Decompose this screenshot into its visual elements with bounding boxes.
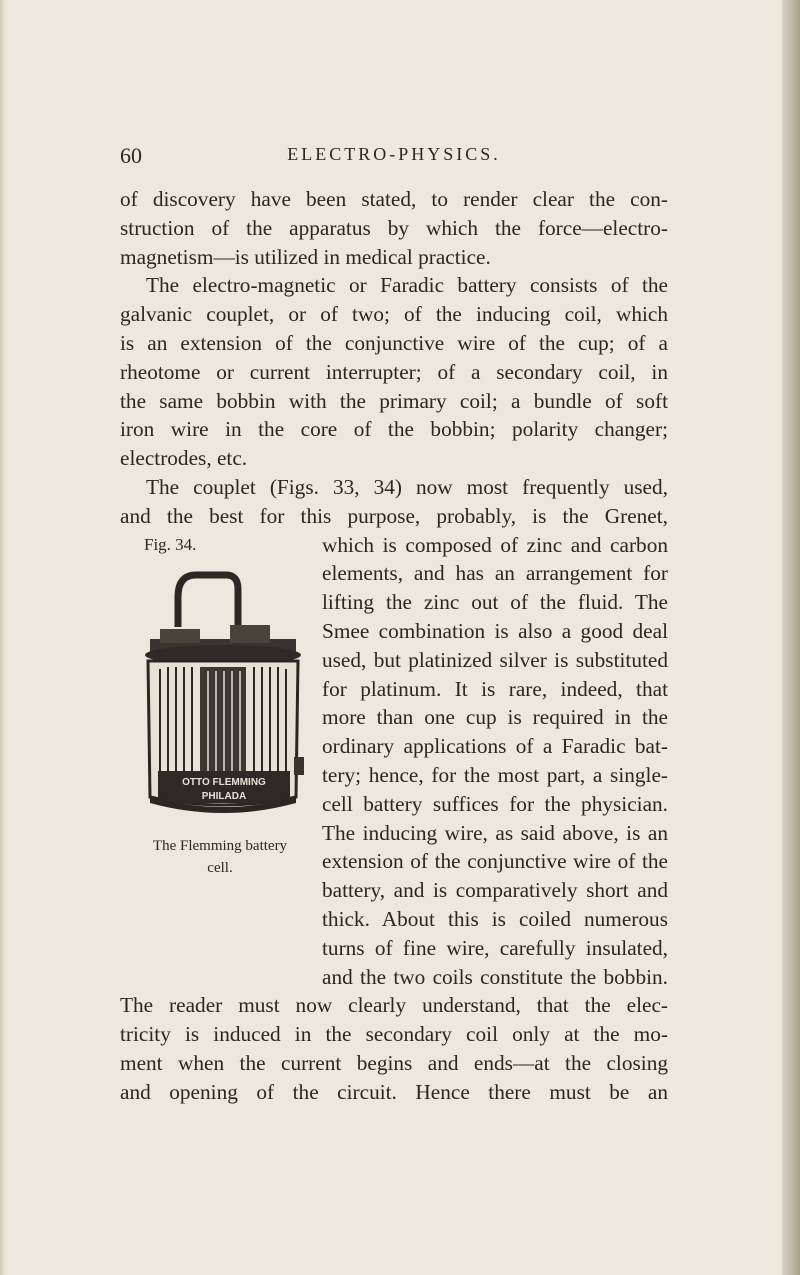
text-line: Smee combination is also a good deal bbox=[322, 618, 668, 643]
text-line: and the two coils constitute the bobbin. bbox=[322, 964, 668, 989]
text-line: lifting the zinc out of the fluid. The bbox=[322, 590, 668, 615]
text-line: rheotome or current interrupter; of a secondary coil, in bbox=[120, 359, 668, 384]
text-line: tricity is induced in the secondary coil only at the mo- bbox=[120, 1022, 668, 1047]
plate-text-city: PHILADA bbox=[201, 791, 247, 802]
text-line: of discovery have been stated, to render clear the con- bbox=[120, 187, 668, 211]
text-line: tery; hence, for the most part, a single- bbox=[322, 762, 668, 787]
text-line: The electro-magnetic or Faradic battery consists of the bbox=[146, 273, 668, 298]
figure-caption-line: cell. bbox=[207, 860, 233, 876]
text-line: cell battery suffices for the physician. bbox=[322, 791, 668, 816]
plate-text-maker: OTTO FLEMMING bbox=[182, 777, 266, 788]
text-line: extension of the conjunctive wire of the bbox=[322, 849, 668, 874]
text-line: which is composed of zinc and carbon bbox=[322, 532, 668, 557]
text-line: and opening of the circuit. Hence there must be an bbox=[120, 1079, 668, 1104]
text-line: magnetism—is utilized in medical practice. bbox=[120, 244, 491, 269]
text-line: struction of the apparatus by which the force—electro- bbox=[120, 215, 668, 240]
figure-caption bbox=[120, 835, 320, 879]
text-line: for platinum. It is rare, indeed, that bbox=[322, 676, 668, 701]
text-line: elements, and has an arrangement for bbox=[322, 561, 668, 586]
text-line: The reader must now clearly understand, that the elec- bbox=[120, 993, 668, 1018]
page-right-edge bbox=[782, 0, 800, 1275]
text-line: thick. About this is coiled numerous bbox=[322, 906, 668, 931]
text-line: is an extension of the conjunctive wire of the cup; of a bbox=[120, 330, 668, 355]
text-line: turns of fine wire, carefully insulated, bbox=[322, 935, 668, 960]
text-line: more than one cup is required in the bbox=[322, 705, 668, 730]
figure-caption-line: The Flemming battery bbox=[152, 838, 288, 854]
text-line: the same bobbin with the primary coil; a bundle of soft bbox=[120, 388, 668, 413]
text-line: and the best for this purpose, probably, is the Grenet, bbox=[120, 503, 668, 528]
text-line: electrodes, etc. bbox=[120, 446, 248, 471]
text-line: The inducing wire, as said above, is an bbox=[322, 820, 668, 845]
page-left-edge bbox=[0, 0, 6, 1275]
page-header bbox=[120, 143, 680, 173]
text-line: galvanic couplet, or of two; of the inducing coil, which bbox=[120, 302, 668, 327]
text-line: ordinary applications of a Faradic bat- bbox=[322, 734, 668, 759]
text-line: ment when the current begins and ends—at the closing bbox=[120, 1050, 668, 1075]
figure-34 bbox=[120, 535, 320, 876]
figure-label: Fig. 34. bbox=[144, 535, 197, 554]
running-title: ELECTRO-PHYSICS. bbox=[287, 144, 501, 164]
text-line: used, but platinized silver is substituted bbox=[322, 647, 668, 672]
text-line: iron wire in the core of the bobbin; polarity changer; bbox=[120, 417, 668, 442]
page-number: 60 bbox=[120, 143, 142, 168]
battery-cell-illustration bbox=[130, 557, 310, 829]
text-line: The couplet (Figs. 33, 34) now most frequently used, bbox=[146, 474, 668, 499]
text-line: battery, and is comparatively short and bbox=[322, 878, 668, 903]
